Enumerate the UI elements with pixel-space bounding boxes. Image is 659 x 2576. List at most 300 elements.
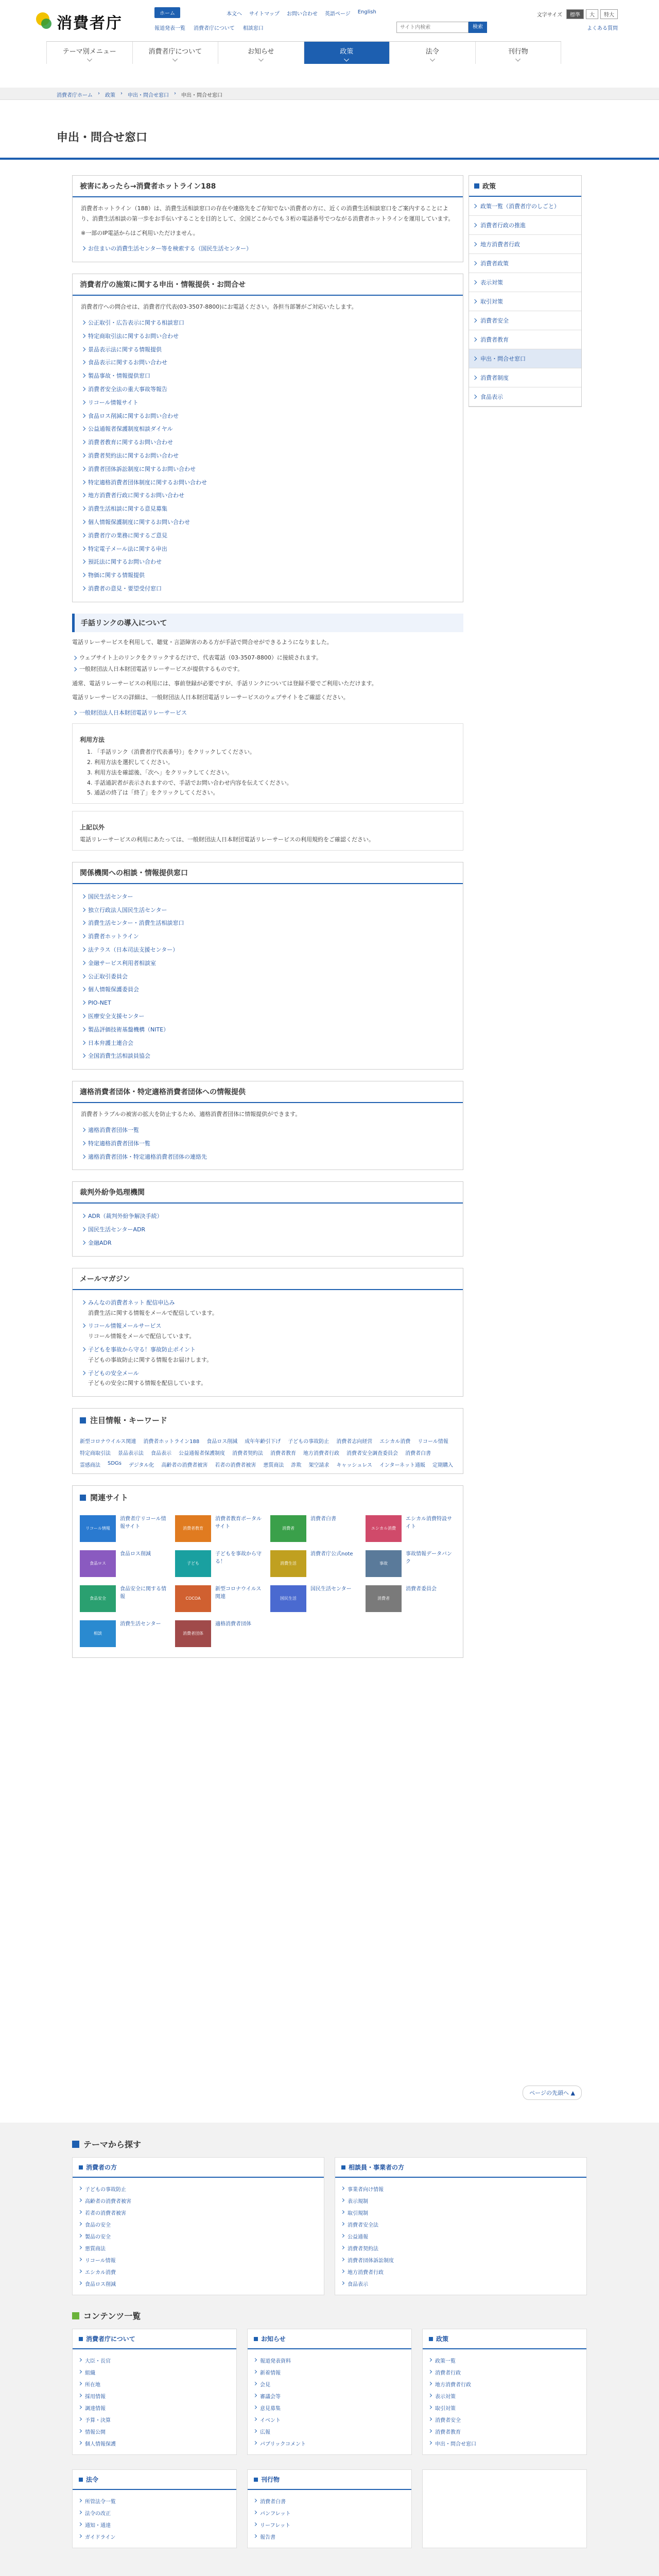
square-icon [80, 1417, 86, 1423]
howto-title: 利用方法 [80, 736, 105, 744]
site-banner[interactable]: 消費者 [366, 1585, 402, 1612]
relay-title: 手話リンクの導入について [72, 614, 463, 632]
footer-contents-col [247, 2469, 412, 2548]
footer-col-title[interactable]: 刊行物 [261, 2476, 280, 2483]
footer-link[interactable]: 通知・通達 [79, 2519, 230, 2531]
footer-link[interactable]: ガイドライン [79, 2531, 230, 2543]
adr-title: 裁判外紛争処理機関 [73, 1182, 463, 1204]
square-icon [254, 2478, 258, 2482]
site-header [0, 0, 659, 61]
site-link[interactable]: 食品安全に関する情報 [120, 1586, 166, 1600]
related-site-item[interactable] [80, 1550, 170, 1577]
footer-col-title[interactable]: 消費者の方 [86, 2164, 117, 2171]
gnav-item[interactable]: テーマ別メニュー [46, 42, 132, 64]
keyword-tag[interactable]: 若者の消費者被害 [215, 1463, 256, 1469]
gnav-item[interactable]: 刊行物 [475, 42, 562, 64]
keyword-tag[interactable]: 地方消費者行政 [303, 1451, 339, 1457]
faq-link[interactable]: よくある質問 [587, 26, 618, 31]
footer-contents-col [247, 2329, 412, 2455]
inquiry-link[interactable]: 物価に関する情報提供 [88, 572, 145, 579]
inquiry-link[interactable]: 公正取引・広告表示に関する相談窓口 [88, 319, 184, 326]
site-link[interactable]: 事故情報データバンク [406, 1551, 452, 1565]
footer-col-title[interactable]: お知らせ [261, 2335, 286, 2343]
site-link[interactable]: 消費者白書 [310, 1516, 336, 1522]
related-site-item[interactable] [270, 1550, 360, 1577]
related-site-item[interactable] [270, 1585, 360, 1612]
dantai-link[interactable]: 適格消費者団体一覧 [88, 1127, 139, 1134]
util-link[interactable]: English [357, 9, 376, 15]
footer-link[interactable]: イベント [254, 2414, 405, 2426]
keyword-tag[interactable]: リコール情報 [418, 1439, 448, 1445]
gnav-item-active[interactable]: 政策 [304, 42, 390, 64]
keyword-tag[interactable]: 架空請求 [308, 1463, 330, 1469]
square-icon [80, 1495, 86, 1501]
related-site-item[interactable] [175, 1550, 265, 1577]
dantai-box [72, 1081, 463, 1170]
page-top-button[interactable] [523, 2086, 582, 2100]
related-link[interactable]: 日本弁護士連合会 [88, 1039, 133, 1046]
inquiry-link[interactable]: リコール情報サイト [88, 399, 138, 406]
site-banner[interactable]: リコール情報 [80, 1515, 116, 1542]
footer-link[interactable]: 高齢者の消費者被害 [79, 2195, 318, 2207]
site-banner[interactable]: 国民生活 [270, 1585, 306, 1612]
related-site-item[interactable] [366, 1585, 456, 1612]
mail-link[interactable]: みんなの消費者ネット 配信申込み [88, 1299, 175, 1306]
site-banner[interactable]: 事故 [366, 1550, 402, 1577]
inquiry-title: 消費者庁の施策に関する申出・情報提供・お問合せ [73, 274, 463, 296]
footer-contents-col [72, 2329, 237, 2455]
relay-item: ウェブサイト上のリンクをクリックするだけで、代表電話（03-3507-8800）に接続されます。 [72, 652, 463, 663]
keyword-tag[interactable]: 詐欺 [291, 1463, 302, 1469]
related-site-item[interactable] [175, 1515, 265, 1542]
footer-link[interactable]: パブリックコメント [254, 2437, 405, 2449]
footer-link[interactable]: 個人情報保護 [79, 2437, 230, 2449]
header-sub-link[interactable]: 報道発表一覧 [154, 26, 185, 31]
footer-link[interactable]: 消費者団体訴訟制度 [341, 2254, 580, 2266]
square-icon [79, 2478, 83, 2482]
site-banner[interactable]: エシカル消費 [366, 1515, 402, 1542]
footer-link[interactable]: 報告書 [254, 2531, 405, 2543]
footer-link[interactable]: 地方消費者行政 [429, 2378, 580, 2390]
breadcrumb-link[interactable]: 政策 [105, 93, 115, 98]
adr-box [72, 1181, 463, 1256]
inquiry-link[interactable]: 製品事故・情報提供窓口 [88, 372, 150, 380]
footer-theme-title: テーマから探す [83, 2140, 142, 2149]
hotline-title: 被害にあったら→消費者ホットライン188 [73, 176, 463, 197]
dantai-body: 消費者トラブルの被害の拡大を防止するため、適格消費者団体に情報提供ができます。 [81, 1111, 301, 1118]
keyword-tag[interactable]: 食品表示 [151, 1451, 171, 1457]
footer-link[interactable]: 子どもの事故防止 [79, 2183, 318, 2195]
howto-step: 1. 「手話リンク（消費者庁代表番号）」をクリックしてください。 [87, 749, 255, 756]
related-sites-box [72, 1485, 463, 1658]
sidebar-item[interactable]: 消費者行政の推進 [469, 216, 581, 235]
howto-step: 4. 手話通訳者が表示されますので、手話でお問い合わせ内容を伝えてください。 [87, 779, 292, 786]
footer-col-title[interactable]: 法令 [86, 2476, 99, 2483]
keyword-tag[interactable]: 食品ロス削減 [206, 1439, 238, 1445]
site-link[interactable]: 適格消費者団体 [215, 1621, 251, 1628]
footer-link[interactable]: 採用情報 [79, 2390, 230, 2402]
related-sites-title: 関連サイト [90, 1493, 128, 1503]
logo-text: 消費者庁 [57, 14, 123, 32]
inquiry-link[interactable]: 消費者契約法に関するお問い合わせ [88, 452, 179, 459]
keyword-tag[interactable]: 公益通報者保護制度 [179, 1451, 225, 1457]
inquiry-link[interactable]: 預託法に関するお問い合わせ [88, 558, 162, 566]
site-link[interactable]: 国民生活センター [310, 1586, 352, 1592]
sidebar-list [469, 197, 581, 406]
howto-step: 2. 利用方法を選択してください。 [87, 758, 174, 766]
sidebar-item[interactable]: 地方消費者行政 [469, 235, 581, 254]
site-link[interactable]: 消費者教育ポータルサイト [215, 1516, 262, 1530]
square-icon [341, 2165, 345, 2170]
square-icon [429, 2337, 433, 2341]
footer-link[interactable]: 公益通報 [341, 2230, 580, 2242]
site-banner[interactable]: 消費生活 [270, 1550, 306, 1577]
font-size-xlarge-button[interactable]: 特大 [600, 9, 618, 19]
sidebar-item[interactable]: 表示対策 [469, 273, 581, 292]
relay-p1: 電話リレーサービスを利用して、聴覚・言語障害のある方が手話で問合せができるようになりました。 [72, 638, 333, 646]
inquiry-link[interactable]: 消費者教育に関するお問い合わせ [88, 439, 173, 446]
header-sub-link[interactable]: 消費者庁について [194, 26, 235, 31]
related-link[interactable]: PIO-NET [88, 999, 111, 1007]
inquiry-links [81, 316, 455, 596]
page-title: 申出・問合せ窓口 [57, 131, 148, 144]
keyword-tag[interactable]: 消費者契約法 [232, 1451, 263, 1457]
site-link[interactable]: 消費者庁リコール情報サイト [120, 1516, 166, 1530]
page-top-label: ページの先頭へ [529, 2090, 569, 2096]
mail-box [72, 1268, 463, 1397]
related-box [72, 862, 463, 1070]
footer-link[interactable]: 組織 [79, 2366, 230, 2378]
dantai-link[interactable]: 特定適格消費者団体一覧 [88, 1140, 150, 1147]
main-content [72, 175, 463, 1669]
footer-link[interactable]: 広報 [254, 2426, 405, 2437]
footer-link[interactable]: 取引対策 [429, 2402, 580, 2414]
logo-mark-icon [36, 10, 51, 33]
keyword-tag[interactable]: 消費者教育 [270, 1451, 296, 1457]
inquiry-link[interactable]: 個人情報保護制度に関するお問い合わせ [88, 518, 190, 526]
keyword-tag[interactable]: 定期購入 [432, 1463, 454, 1469]
site-banner[interactable]: 消費者教育 [175, 1515, 211, 1542]
inquiry-link[interactable]: 公益通報者保護制度相談ダイヤル [88, 426, 173, 433]
font-size-large-button[interactable]: 大 [586, 9, 598, 19]
related-link[interactable]: 医療安全支援センター [88, 1013, 145, 1020]
utility-nav [154, 7, 180, 18]
mail-desc: 消費生活に関する情報をメールで配信しています。 [88, 1309, 218, 1316]
site-link[interactable]: 食品ロス削減 [120, 1551, 151, 1557]
inquiry-link[interactable]: 消費者安全法の重大事故等報告 [88, 385, 167, 393]
inquiry-link[interactable]: 消費者団体訴訟制度に関するお問い合わせ [88, 465, 196, 472]
related-site-item[interactable] [366, 1515, 456, 1542]
sidebar-item[interactable]: 消費者制度 [469, 368, 581, 387]
relay-link[interactable]: 一般財団法人日本財団電話リレーサービス [79, 709, 187, 717]
footer-link[interactable]: 若者の消費者被害 [79, 2207, 318, 2218]
footer-link[interactable]: 申出・問合せ窓口 [429, 2437, 580, 2449]
site-search [396, 22, 487, 33]
inquiry-link[interactable]: 消費者の意見・要望受付窓口 [88, 585, 162, 592]
related-site-item[interactable] [366, 1550, 456, 1577]
breadcrumb-sep: › [98, 91, 100, 96]
relay-p2: 通常、電話リレーサービスの利用には、事前登録が必要ですが、手話リンクについては登録不要でご利用いただけます。 [72, 680, 377, 687]
footer-link[interactable]: 食品ロス削減 [79, 2278, 318, 2290]
footer-contents2-cols [72, 2469, 587, 2548]
other-title: 上記以外 [80, 824, 105, 832]
square-icon [79, 2337, 83, 2341]
related-link[interactable]: 独立行政法人国民生活センター [88, 906, 167, 913]
footer-link[interactable]: 報道発表資料 [254, 2354, 405, 2366]
square-icon [79, 2165, 83, 2170]
utility-links [227, 9, 376, 17]
sidebar-item[interactable]: 取引対策 [469, 292, 581, 311]
sidebar-item[interactable]: 消費者安全 [469, 311, 581, 330]
keyword-tag[interactable]: 悪質商法 [263, 1463, 284, 1469]
util-link[interactable]: 英語ページ [324, 11, 351, 17]
sidebar-item[interactable]: 食品表示 [469, 387, 581, 406]
footer-link[interactable]: パンフレット [254, 2507, 405, 2519]
footer-link[interactable]: 製品の安全 [79, 2230, 318, 2242]
footer-link[interactable]: 会見 [254, 2378, 405, 2390]
font-size-normal-button[interactable]: 標準 [566, 9, 584, 19]
sidebar-item[interactable]: 政策一覧（消費者庁のしごと） [469, 197, 581, 216]
related-site-item[interactable] [80, 1620, 170, 1647]
inquiry-link[interactable]: 特定電子メール法に関する申出 [88, 545, 167, 552]
footer-contents-title: コンテンツ一覧 [83, 2311, 141, 2321]
mail-link[interactable]: リコール情報メールサービス [88, 1323, 162, 1330]
hotline-body: 消費者ホットライン（188）は、消費生活相談窓口の存在や連絡先をご存知でない消費者の方に、近くの消費生活相談窓口をご案内することにより、消費生活相談の第一歩をお手伝いすることを目的として、全国どこからでも３桁の電話番号でつながる消費者ホットラインを運用しています。 [81, 205, 454, 222]
related-link[interactable]: 消費生活センター・消費生活相談窓口 [88, 920, 184, 927]
keyword-tag[interactable]: 子どもの事故防止 [288, 1439, 330, 1445]
mail-desc: 子どもの事故防止に関する情報をお届けします。 [88, 1356, 213, 1363]
inquiry-link[interactable]: 地方消費者行政に関するお問い合わせ [88, 492, 184, 499]
footer-link[interactable]: 意見募集 [254, 2402, 405, 2414]
footer-contents-cols [72, 2329, 587, 2455]
keyword-tag[interactable]: SDGs [108, 1461, 122, 1467]
mail-link[interactable]: 子どもの安全メール [88, 1369, 139, 1377]
footer-theme-col [72, 2157, 324, 2295]
keyword-tag[interactable]: エシカル消費 [379, 1439, 411, 1445]
hotline-note: ※一部のIP電話からはご利用いただけません。 [81, 229, 199, 236]
keyword-tag[interactable]: キャッシュレス [336, 1463, 372, 1469]
square-icon [72, 2312, 79, 2319]
footer-link[interactable]: 消費者安全 [429, 2414, 580, 2426]
site-banner[interactable]: 子ども [175, 1550, 211, 1577]
footer-link[interactable]: 所管法令一覧 [79, 2495, 230, 2507]
inquiry-box [72, 274, 463, 602]
keyword-tag[interactable]: 消費者ホットライン188 [143, 1439, 200, 1445]
global-nav [46, 41, 561, 64]
util-link[interactable]: お問い合わせ [286, 11, 318, 17]
footer-link[interactable]: 表示対策 [429, 2390, 580, 2402]
relay-section [72, 614, 463, 851]
keyword-tag[interactable]: 新型コロナウイルス関連 [80, 1439, 136, 1445]
footer-contents-col [422, 2329, 587, 2455]
other-body: 電話リレーサービスの利用にあたっては、一般財団法人日本財団電話リレーサービスの利用規約をご確認ください。 [80, 836, 374, 843]
related-link[interactable]: 法テラス（日本司法支援センター） [88, 946, 179, 954]
adr-link[interactable]: 金融ADR [88, 1240, 112, 1247]
footer-link[interactable]: 予算・決算 [79, 2414, 230, 2426]
home-button[interactable]: ホーム [154, 7, 180, 18]
square-icon [474, 183, 479, 189]
related-link[interactable]: 全国消費生活相談員協会 [88, 1053, 150, 1060]
footer-link[interactable]: 地方消費者行政 [341, 2266, 580, 2278]
breadcrumb-link[interactable]: 消費者庁ホーム [57, 93, 93, 98]
footer-col-title[interactable]: 政策 [436, 2335, 449, 2343]
dantai-title: 適格消費者団体・特定適格消費者団体への情報提供 [73, 1081, 463, 1103]
footer-col-title[interactable]: 相談員・事業者の方 [349, 2164, 405, 2171]
footer-link[interactable]: リーフレット [254, 2519, 405, 2531]
related-site-item[interactable] [80, 1585, 170, 1612]
keyword-tag[interactable]: 消費者安全調査委員会 [346, 1451, 398, 1457]
mail-link[interactable]: 子どもを事故から守る！事故防止ポイント [88, 1346, 196, 1353]
site-banner[interactable]: COCOA [175, 1585, 211, 1612]
footer-link[interactable]: 政策一覧 [429, 2354, 580, 2366]
related-sites-grid [73, 1509, 463, 1657]
site-link[interactable]: 消費生活センター [120, 1621, 161, 1628]
util-link[interactable]: サイトマップ [249, 11, 280, 17]
util-link[interactable]: 本文へ [227, 11, 242, 17]
sidebar-item[interactable]: 申出・問合せ窓口 [469, 349, 581, 368]
breadcrumb-sep: › [120, 91, 123, 96]
related-link[interactable]: 国民生活センター [88, 893, 133, 900]
related-link[interactable]: 消費者ホットライン [88, 933, 139, 940]
mail-desc: 子どもの安全に関する情報を配信しています。 [88, 1380, 207, 1387]
sidebar-item[interactable]: 消費者教育 [469, 330, 581, 349]
footer-link[interactable]: 表示規制 [341, 2195, 580, 2207]
related-site-item[interactable] [270, 1515, 360, 1542]
square-icon [72, 2141, 79, 2148]
footer-link[interactable]: リコール情報 [79, 2254, 318, 2266]
footer-link[interactable]: エシカル消費 [79, 2266, 318, 2278]
keywords-box [72, 1408, 463, 1474]
gnav-item[interactable]: 消費者庁について [132, 42, 218, 64]
footer-link[interactable]: 悪質商法 [79, 2242, 318, 2254]
header-faq [587, 24, 618, 31]
mail-title: メールマガジン [73, 1268, 463, 1290]
breadcrumb-current: 申出・問合せ窓口 [181, 93, 222, 98]
footer-link[interactable]: 法令の改正 [79, 2507, 230, 2519]
footer-col-title[interactable]: 消費者庁について [86, 2335, 135, 2343]
site-banner[interactable]: 消費者団体 [175, 1620, 211, 1647]
footer-theme-col [335, 2157, 587, 2295]
breadcrumb-link[interactable]: 申出・問合せ窓口 [128, 93, 169, 98]
footer-link[interactable]: 情報公開 [79, 2426, 230, 2437]
font-size-label: 文字サイズ [536, 12, 562, 18]
footer-link[interactable]: 大臣・長官 [79, 2354, 230, 2366]
gnav-item[interactable]: お知らせ [218, 42, 304, 64]
keyword-tag[interactable]: インターネット通販 [379, 1463, 426, 1469]
inquiry-link[interactable]: 景品表示法に関する情報提供 [88, 346, 162, 353]
sidebar-item[interactable]: 消費者政策 [469, 254, 581, 273]
related-site-item[interactable] [175, 1585, 265, 1612]
site-logo[interactable] [36, 10, 123, 33]
hotline-link[interactable]: お住まいの消費生活センター等を検索する（国民生活センター） [88, 245, 252, 252]
footer-link[interactable]: 食品表示 [341, 2278, 580, 2290]
breadcrumb [0, 88, 659, 100]
square-icon [254, 2337, 258, 2341]
inquiry-link[interactable]: 消費者庁の業務に関するご意見 [88, 532, 167, 539]
mail-desc: リコール情報をメールで配信しています。 [88, 1333, 195, 1340]
inquiry-link[interactable]: 食品ロス削減に関するお問い合わせ [88, 412, 179, 419]
footer-theme-cols [72, 2157, 587, 2295]
related-link[interactable]: 金融サービス利用者相談室 [88, 959, 156, 967]
site-link[interactable]: 消費者委員会 [406, 1586, 437, 1592]
relay-item: 一般財団法人日本財団電話リレーサービスが提供するものです。 [72, 663, 463, 674]
footer-link[interactable]: 消費者安全法 [341, 2218, 580, 2230]
search-input[interactable] [396, 22, 469, 33]
hotline-box [72, 175, 463, 262]
font-size-switcher [537, 9, 618, 19]
sidebar-title[interactable]: 政策 [482, 183, 496, 191]
related-links [81, 890, 455, 1063]
search-button[interactable]: 検索 [469, 22, 487, 33]
site-link[interactable]: 子どもを事故から守る！ [215, 1551, 262, 1565]
chevron-up-icon: ▲ [570, 2090, 575, 2096]
footer-link[interactable]: 調達情報 [79, 2402, 230, 2414]
footer-spacer [422, 2469, 587, 2548]
related-link[interactable]: 個人情報保護委員会 [88, 986, 139, 993]
site-banner[interactable]: 相談 [80, 1620, 116, 1647]
howto-step: 5. 通話の終了は「終了」をクリックしてください。 [87, 789, 219, 796]
keyword-tag[interactable]: 霊感商法 [80, 1463, 100, 1469]
footer-link[interactable]: 消費者白書 [254, 2495, 405, 2507]
related-link[interactable]: 公正取引委員会 [88, 973, 128, 980]
inquiry-link[interactable]: 特定商取引法に関するお問い合わせ [88, 332, 179, 340]
keyword-tag[interactable]: デジタル化 [129, 1463, 154, 1469]
footer-link[interactable]: 消費者契約法 [341, 2242, 580, 2254]
related-link[interactable]: 製品評価技術基盤機構（NITE） [88, 1026, 169, 1033]
site-link[interactable]: 消費者庁公式note [310, 1551, 353, 1557]
related-site-item[interactable] [80, 1515, 170, 1542]
inquiry-link[interactable]: 消費生活相談に関する意見募集 [88, 505, 167, 513]
title-bar [0, 113, 659, 160]
footer-link[interactable]: 取引規制 [341, 2207, 580, 2218]
howto-step: 3. 利用方法を確認後、「次へ」をクリックしてください。 [87, 769, 233, 776]
dantai-link[interactable]: 適格消費者団体・特定適格消費者団体の連絡先 [88, 1153, 207, 1160]
adr-link[interactable]: 国民生活センターADR [88, 1226, 146, 1233]
related-site-item[interactable] [175, 1620, 265, 1647]
site-banner[interactable]: 食品ロス [80, 1550, 116, 1577]
footer-link[interactable]: 消費者教育 [429, 2426, 580, 2437]
site-banner[interactable]: 消費者 [270, 1515, 306, 1542]
site-banner[interactable]: 食品安全 [80, 1585, 116, 1612]
relay-p3: 電話リレーサービスの詳細は、一般財団法人日本財団電話リレーサービスのウェブサイトをご確認ください。 [72, 694, 349, 701]
site-link[interactable]: エシカル消費特設サイト [406, 1516, 452, 1530]
site-link[interactable]: 新型コロナウイルス関連 [215, 1586, 262, 1600]
gnav-item[interactable]: 法令 [389, 42, 475, 64]
header-sub-links [154, 24, 264, 31]
keyword-tag[interactable]: 特定商取引法 [80, 1451, 111, 1457]
adr-link[interactable]: ADR（裁判外紛争解決手続） [88, 1213, 163, 1220]
breadcrumb-sep: › [174, 91, 176, 96]
footer-link[interactable]: 消費者行政 [429, 2366, 580, 2378]
inquiry-link[interactable]: 食品表示に関するお問い合わせ [88, 359, 167, 366]
keyword-tag[interactable]: 景品表示法 [118, 1451, 144, 1457]
header-sub-link[interactable]: 相談窓口 [242, 26, 264, 31]
footer-link[interactable]: 所在地 [79, 2378, 230, 2390]
sidebar [469, 175, 582, 407]
inquiry-link[interactable]: 特定適格消費者団体制度に関するお問い合わせ [88, 479, 207, 486]
keyword-tag[interactable]: 消費者白書 [405, 1451, 431, 1457]
footer-link[interactable]: 新着情報 [254, 2366, 405, 2378]
footer-link[interactable]: 事業者向け情報 [341, 2183, 580, 2195]
keyword-tags [73, 1432, 463, 1473]
keyword-tag[interactable]: 消費者志向経営 [336, 1439, 373, 1445]
keywords-title: 注目情報・キーワード [90, 1416, 168, 1426]
keyword-tag[interactable]: 成年年齢引下げ [245, 1439, 281, 1445]
inquiry-body: 消費者庁への問合せは、消費者庁代表(03-3507-8800)にお電話ください。各担当部署がご対応いたします。 [81, 303, 357, 311]
keyword-tag[interactable]: 高齢者の消費者被害 [161, 1463, 208, 1469]
footer-link[interactable]: 食品の安全 [79, 2218, 318, 2230]
footer-link[interactable]: 審議会等 [254, 2390, 405, 2402]
